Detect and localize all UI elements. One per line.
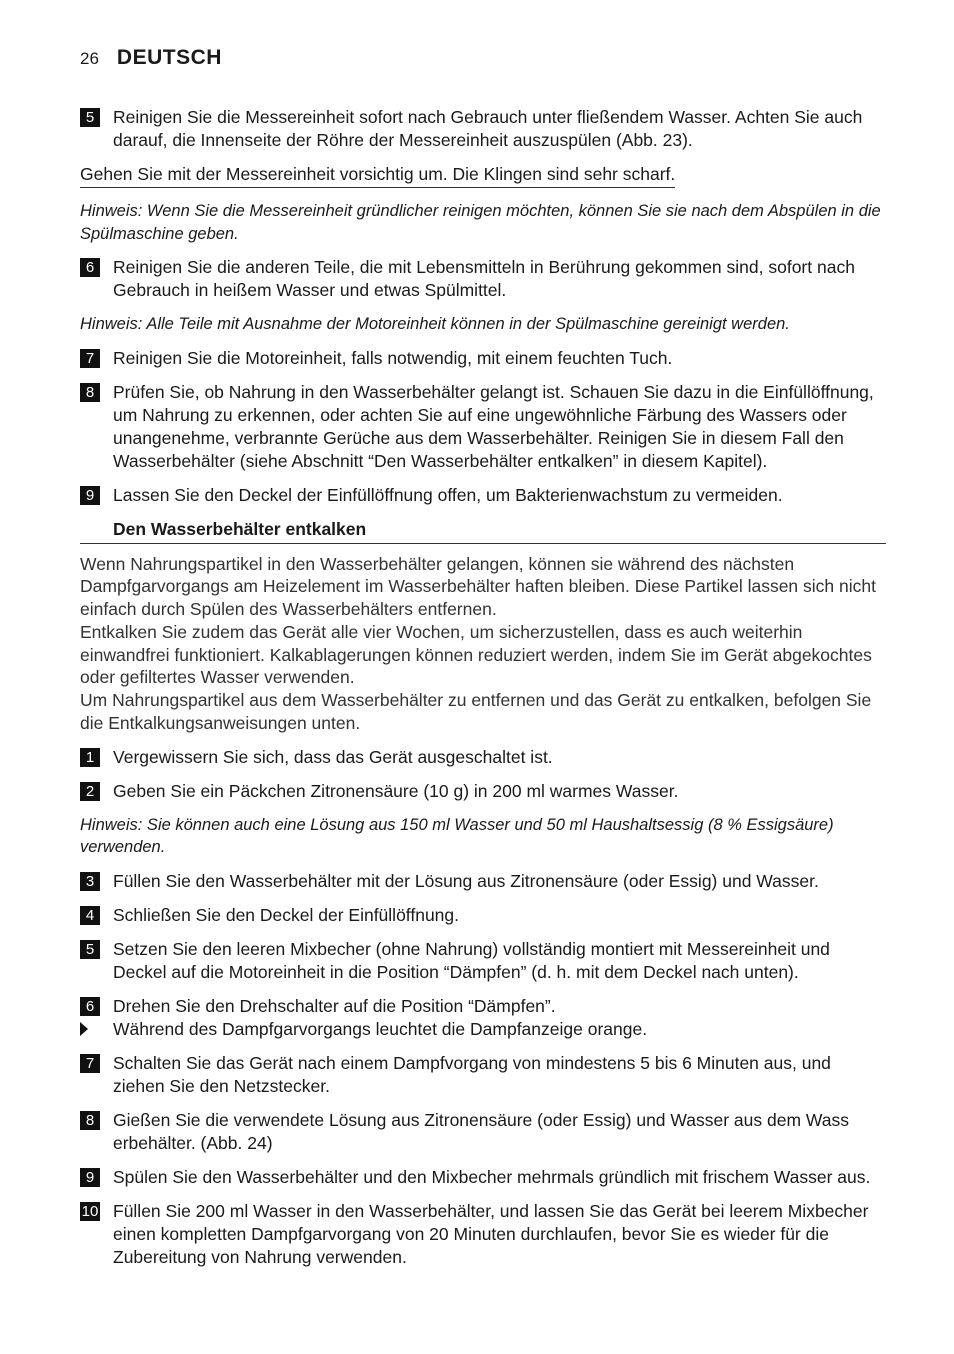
step-number-badge: 8	[80, 383, 100, 402]
step-text: Füllen Sie den Wasserbehälter mit der Lösung aus Zitronensäure (oder Essig) und Wasser.	[113, 870, 819, 891]
step-number-badge: 1	[80, 748, 100, 767]
step-item	[80, 1166, 886, 1189]
triangle-bullet-icon	[80, 1018, 100, 1041]
step-number-badge: 10	[81, 1202, 99, 1220]
step-item	[80, 106, 886, 152]
step-number-badge: 9	[80, 1168, 100, 1187]
warning-block	[80, 163, 886, 200]
step-text: Lassen Sie den Deckel der Einfüllöffnung offen, um Bakterienwachstum zu vermeiden.	[113, 484, 783, 505]
step-text: Setzen Sie den leeren Mixbecher (ohne Nahrung) vollständig montiert mit Messereinheit und Deckel auf die Motoreinheit in die Position “Dämpfen” (d. h. mit dem Deckel nach unten).	[113, 938, 830, 982]
step-number-badge: 2	[80, 782, 100, 801]
step-item	[80, 870, 886, 893]
step-text: Reinigen Sie die anderen Teile, die mit Lebensmitteln in Berührung gekommen sind, sofort nach Gebrauch in heißem Wasser und etwas Spülmittel.	[113, 257, 855, 300]
step-item	[80, 746, 886, 769]
step-text: Schließen Sie den Deckel der Einfüllöffnung.	[113, 904, 460, 925]
step-text: Prüfen Sie, ob Nahrung in den Wasserbehälter gelangt ist. Schauen Sie dazu in die Einfüllöffnung, um Nahrung zu erkennen, oder achten Sie auf eine ungewöhnliche Färbung des Wassers oder unangenehme, verbrannte Gerüche aus dem Wasserbehälter. Reinigen Sie in diesem Fall den Wasserbehälter (siehe Abschnitt “Den Wasserbehälter entkalken” in diesem Kapitel).	[113, 381, 874, 471]
result-text: Während des Dampfgarvorgangs leuchtet die Dampfanzeige orange.	[113, 1018, 648, 1039]
step-number-badge: 7	[80, 1054, 100, 1073]
step-number-badge: 9	[80, 486, 100, 505]
paragraph: Um Nahrungspartikel aus dem Wasserbehälter zu entfernen und das Gerät zu entkalken, befolgen Sie die Entkalkungsanweisungen unten.	[80, 690, 872, 734]
step-text: Geben Sie ein Päckchen Zitronensäure (10 g) in 200 ml warmes Wasser.	[113, 780, 679, 801]
page-number: 26	[80, 49, 99, 68]
step-number-badge: 8	[80, 1111, 100, 1130]
page-header	[80, 46, 222, 70]
step-item	[80, 1200, 886, 1269]
step-item	[80, 780, 886, 803]
step-number-badge: 7	[80, 349, 100, 368]
result-item	[80, 1018, 886, 1041]
step-item	[80, 1109, 886, 1155]
step-item	[80, 484, 886, 507]
paragraph: Wenn Nahrungspartikel in den Wasserbehälter gelangen, können sie während des nächsten Dampfgarvorgangs am Heizelement im Wasserbehälter haften bleiben. Diese Partikel lassen sich nicht einfach durch Spülen des Wasserbehälters entfernen.	[80, 553, 876, 620]
step-item	[80, 904, 886, 927]
step-item	[80, 381, 886, 473]
step-text: Vergewissern Sie sich, dass das Gerät ausgeschaltet ist.	[113, 746, 553, 767]
step-text: Füllen Sie 200 ml Wasser in den Wasserbehälter, und lassen Sie das Gerät bei leerem Mixbecher einen kompletten Dampfgarvorgang von 20 Minuten durchlaufen, bevor Sie es wieder für die Zubereitung von Nahrung verwenden.	[113, 1200, 869, 1267]
step-number-badge: 6	[80, 258, 100, 277]
step-item	[80, 347, 886, 370]
step-text: Schalten Sie das Gerät nach einem Dampfvorgang von mindestens 5 bis 6 Minuten aus, und ziehen Sie den Netzstecker.	[113, 1052, 831, 1096]
warning-text: Gehen Sie mit der Messereinheit vorsichtig um. Die Klingen sind sehr scharf.	[80, 163, 675, 188]
step-item	[80, 256, 886, 302]
step-number-badge: 3	[80, 872, 100, 891]
step-text: Reinigen Sie die Messereinheit sofort nach Gebrauch unter fließendem Wasser. Achten Sie auch darauf, die Innenseite der Röhre der Messereinheit auszuspülen (Abb. 23).	[113, 107, 863, 150]
step-item	[80, 938, 886, 984]
note-text: Hinweis: Alle Teile mit Ausnahme der Motoreinheit können in der Spülmaschine gereinigt werden.	[80, 315, 790, 333]
step-item	[80, 1052, 886, 1098]
step-number-badge: 5	[80, 108, 100, 127]
step-number-badge: 5	[80, 940, 100, 959]
step-text: Reinigen Sie die Motoreinheit, falls notwendig, mit einem feuchten Tuch.	[113, 347, 673, 368]
language-title: DEUTSCH	[116, 46, 222, 69]
section-heading: Den Wasserbehälter entkalken	[80, 518, 886, 544]
step-number-badge: 6	[80, 997, 100, 1016]
step-text: Drehen Sie den Drehschalter auf die Position “Dämpfen”.	[113, 995, 556, 1016]
section-body	[80, 553, 886, 735]
step-item	[80, 995, 886, 1018]
note-text: Hinweis: Sie können auch eine Lösung aus 150 ml Wasser und 50 ml Haushaltsessig (8 % Essigsäure) verwenden.	[80, 815, 834, 857]
page-content	[80, 106, 886, 1280]
step-text: Spülen Sie den Wasserbehälter und den Mixbecher mehrmals gründlich mit frischem Wasser aus.	[113, 1166, 871, 1187]
note-text: Hinweis: Wenn Sie die Messereinheit gründlicher reinigen möchten, können Sie sie nach dem Abspülen in die Spülmaschine geben.	[80, 202, 881, 243]
paragraph: Entkalken Sie zudem das Gerät alle vier Wochen, um sicherzustellen, dass es auch weiterhin einwandfrei funktioniert. Kalkablagerungen können reduziert werden, indem Sie im Gerät abgekochtes oder gefiltertes Wasser verwenden.	[80, 621, 872, 688]
step-number-badge: 4	[80, 906, 100, 925]
step-text: Gießen Sie die verwendete Lösung aus Zitronensäure (oder Essig) und Wasser aus dem Wass erbehälter. (Abb. 24)	[113, 1109, 850, 1153]
